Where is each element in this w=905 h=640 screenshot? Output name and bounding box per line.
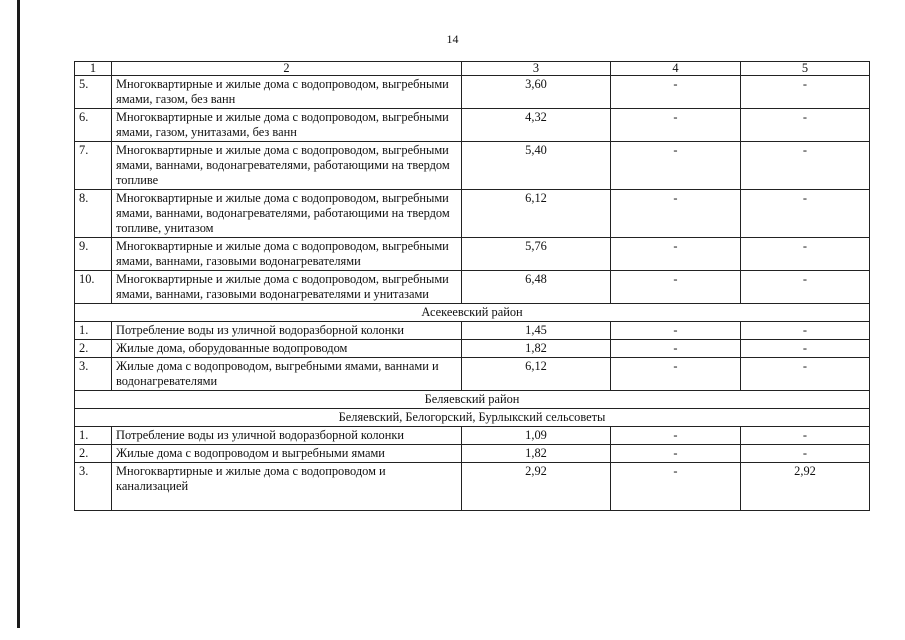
row-number: 6.	[75, 109, 112, 142]
table-body	[75, 76, 870, 511]
section-title: Асекеевский район	[75, 304, 870, 322]
row-value-col-4: -	[611, 463, 741, 511]
row-value-col-5: -	[741, 271, 870, 304]
page-edge-bar	[17, 0, 20, 628]
row-number: 1.	[75, 427, 112, 445]
row-number: 1.	[75, 322, 112, 340]
row-value-col-5: -	[741, 445, 870, 463]
row-value-col-4: -	[611, 109, 741, 142]
header-col-3: 3	[462, 62, 611, 76]
header-col-2: 2	[112, 62, 462, 76]
row-value-col-4: -	[611, 322, 741, 340]
table-row	[75, 427, 870, 445]
row-value-col-4: -	[611, 445, 741, 463]
row-description: Многоквартирные и жилые дома с водопроводом и канализацией	[112, 463, 462, 511]
row-number: 2.	[75, 340, 112, 358]
row-value-col-3: 4,32	[462, 109, 611, 142]
row-number: 9.	[75, 238, 112, 271]
row-value-col-3: 6,48	[462, 271, 611, 304]
row-value-col-5: -	[741, 190, 870, 238]
section-row	[75, 304, 870, 322]
table-row	[75, 109, 870, 142]
row-number: 7.	[75, 142, 112, 190]
table-row	[75, 271, 870, 304]
row-value-col-5: -	[741, 427, 870, 445]
header-col-1: 1	[75, 62, 112, 76]
row-value-col-3: 1,09	[462, 427, 611, 445]
row-description: Жилые дома с водопроводом и выгребными ямами	[112, 445, 462, 463]
row-value-col-4: -	[611, 238, 741, 271]
row-value-col-5: 2,92	[741, 463, 870, 511]
row-number: 3.	[75, 463, 112, 511]
table-row	[75, 445, 870, 463]
row-value-col-3: 1,82	[462, 340, 611, 358]
row-description: Многоквартирные и жилые дома с водопроводом, выгребными ямами, газом, без ванн	[112, 76, 462, 109]
row-value-col-4: -	[611, 76, 741, 109]
row-value-col-3: 1,82	[462, 445, 611, 463]
table-row	[75, 76, 870, 109]
row-description: Многоквартирные и жилые дома с водопроводом, выгребными ямами, ваннами, газовыми водонагревателями	[112, 238, 462, 271]
row-value-col-4: -	[611, 190, 741, 238]
row-value-col-4: -	[611, 271, 741, 304]
header-col-5: 5	[741, 62, 870, 76]
row-value-col-5: -	[741, 238, 870, 271]
section-title: Беляевский, Белогорский, Бурлыкский сельсоветы	[75, 409, 870, 427]
row-number: 3.	[75, 358, 112, 391]
table-row	[75, 190, 870, 238]
row-number: 8.	[75, 190, 112, 238]
section-row	[75, 391, 870, 409]
row-value-col-5: -	[741, 322, 870, 340]
table-row	[75, 463, 870, 511]
row-description: Многоквартирные и жилые дома с водопроводом, выгребными ямами, газом, унитазами, без ванн	[112, 109, 462, 142]
row-value-col-3: 1,45	[462, 322, 611, 340]
row-value-col-4: -	[611, 358, 741, 391]
row-value-col-5: -	[741, 358, 870, 391]
row-description: Жилые дома, оборудованные водопроводом	[112, 340, 462, 358]
row-value-col-4: -	[611, 427, 741, 445]
row-description: Жилые дома с водопроводом, выгребными ямами, ваннами и водонагревателями	[112, 358, 462, 391]
table-row	[75, 340, 870, 358]
row-number: 10.	[75, 271, 112, 304]
consumption-norms-table	[74, 61, 870, 511]
row-number: 5.	[75, 76, 112, 109]
row-value-col-3: 2,92	[462, 463, 611, 511]
row-value-col-3: 6,12	[462, 190, 611, 238]
row-number: 2.	[75, 445, 112, 463]
page-number: 14	[446, 32, 459, 46]
row-value-col-5: -	[741, 109, 870, 142]
table-row	[75, 322, 870, 340]
row-description: Многоквартирные и жилые дома с водопроводом, выгребными ямами, ваннами, водонагревателями, работающими на твердом топливе, унитазом	[112, 190, 462, 238]
section-row	[75, 409, 870, 427]
header-col-4: 4	[611, 62, 741, 76]
table-header-row	[75, 62, 870, 76]
section-title: Беляевский район	[75, 391, 870, 409]
row-value-col-4: -	[611, 142, 741, 190]
row-value-col-5: -	[741, 142, 870, 190]
row-value-col-5: -	[741, 340, 870, 358]
row-description: Потребление воды из уличной водоразборной колонки	[112, 322, 462, 340]
row-value-col-3: 3,60	[462, 76, 611, 109]
table-row	[75, 238, 870, 271]
row-value-col-3: 6,12	[462, 358, 611, 391]
row-value-col-4: -	[611, 340, 741, 358]
row-description: Многоквартирные и жилые дома с водопроводом, выгребными ямами, ваннами, водонагревателями, работающими на твердом топливе	[112, 142, 462, 190]
row-value-col-5: -	[741, 76, 870, 109]
table-row	[75, 142, 870, 190]
row-description: Потребление воды из уличной водоразборной колонки	[112, 427, 462, 445]
row-description: Многоквартирные и жилые дома с водопроводом, выгребными ямами, ваннами, газовыми водонагревателями и унитазами	[112, 271, 462, 304]
row-value-col-3: 5,76	[462, 238, 611, 271]
row-value-col-3: 5,40	[462, 142, 611, 190]
table-row	[75, 358, 870, 391]
